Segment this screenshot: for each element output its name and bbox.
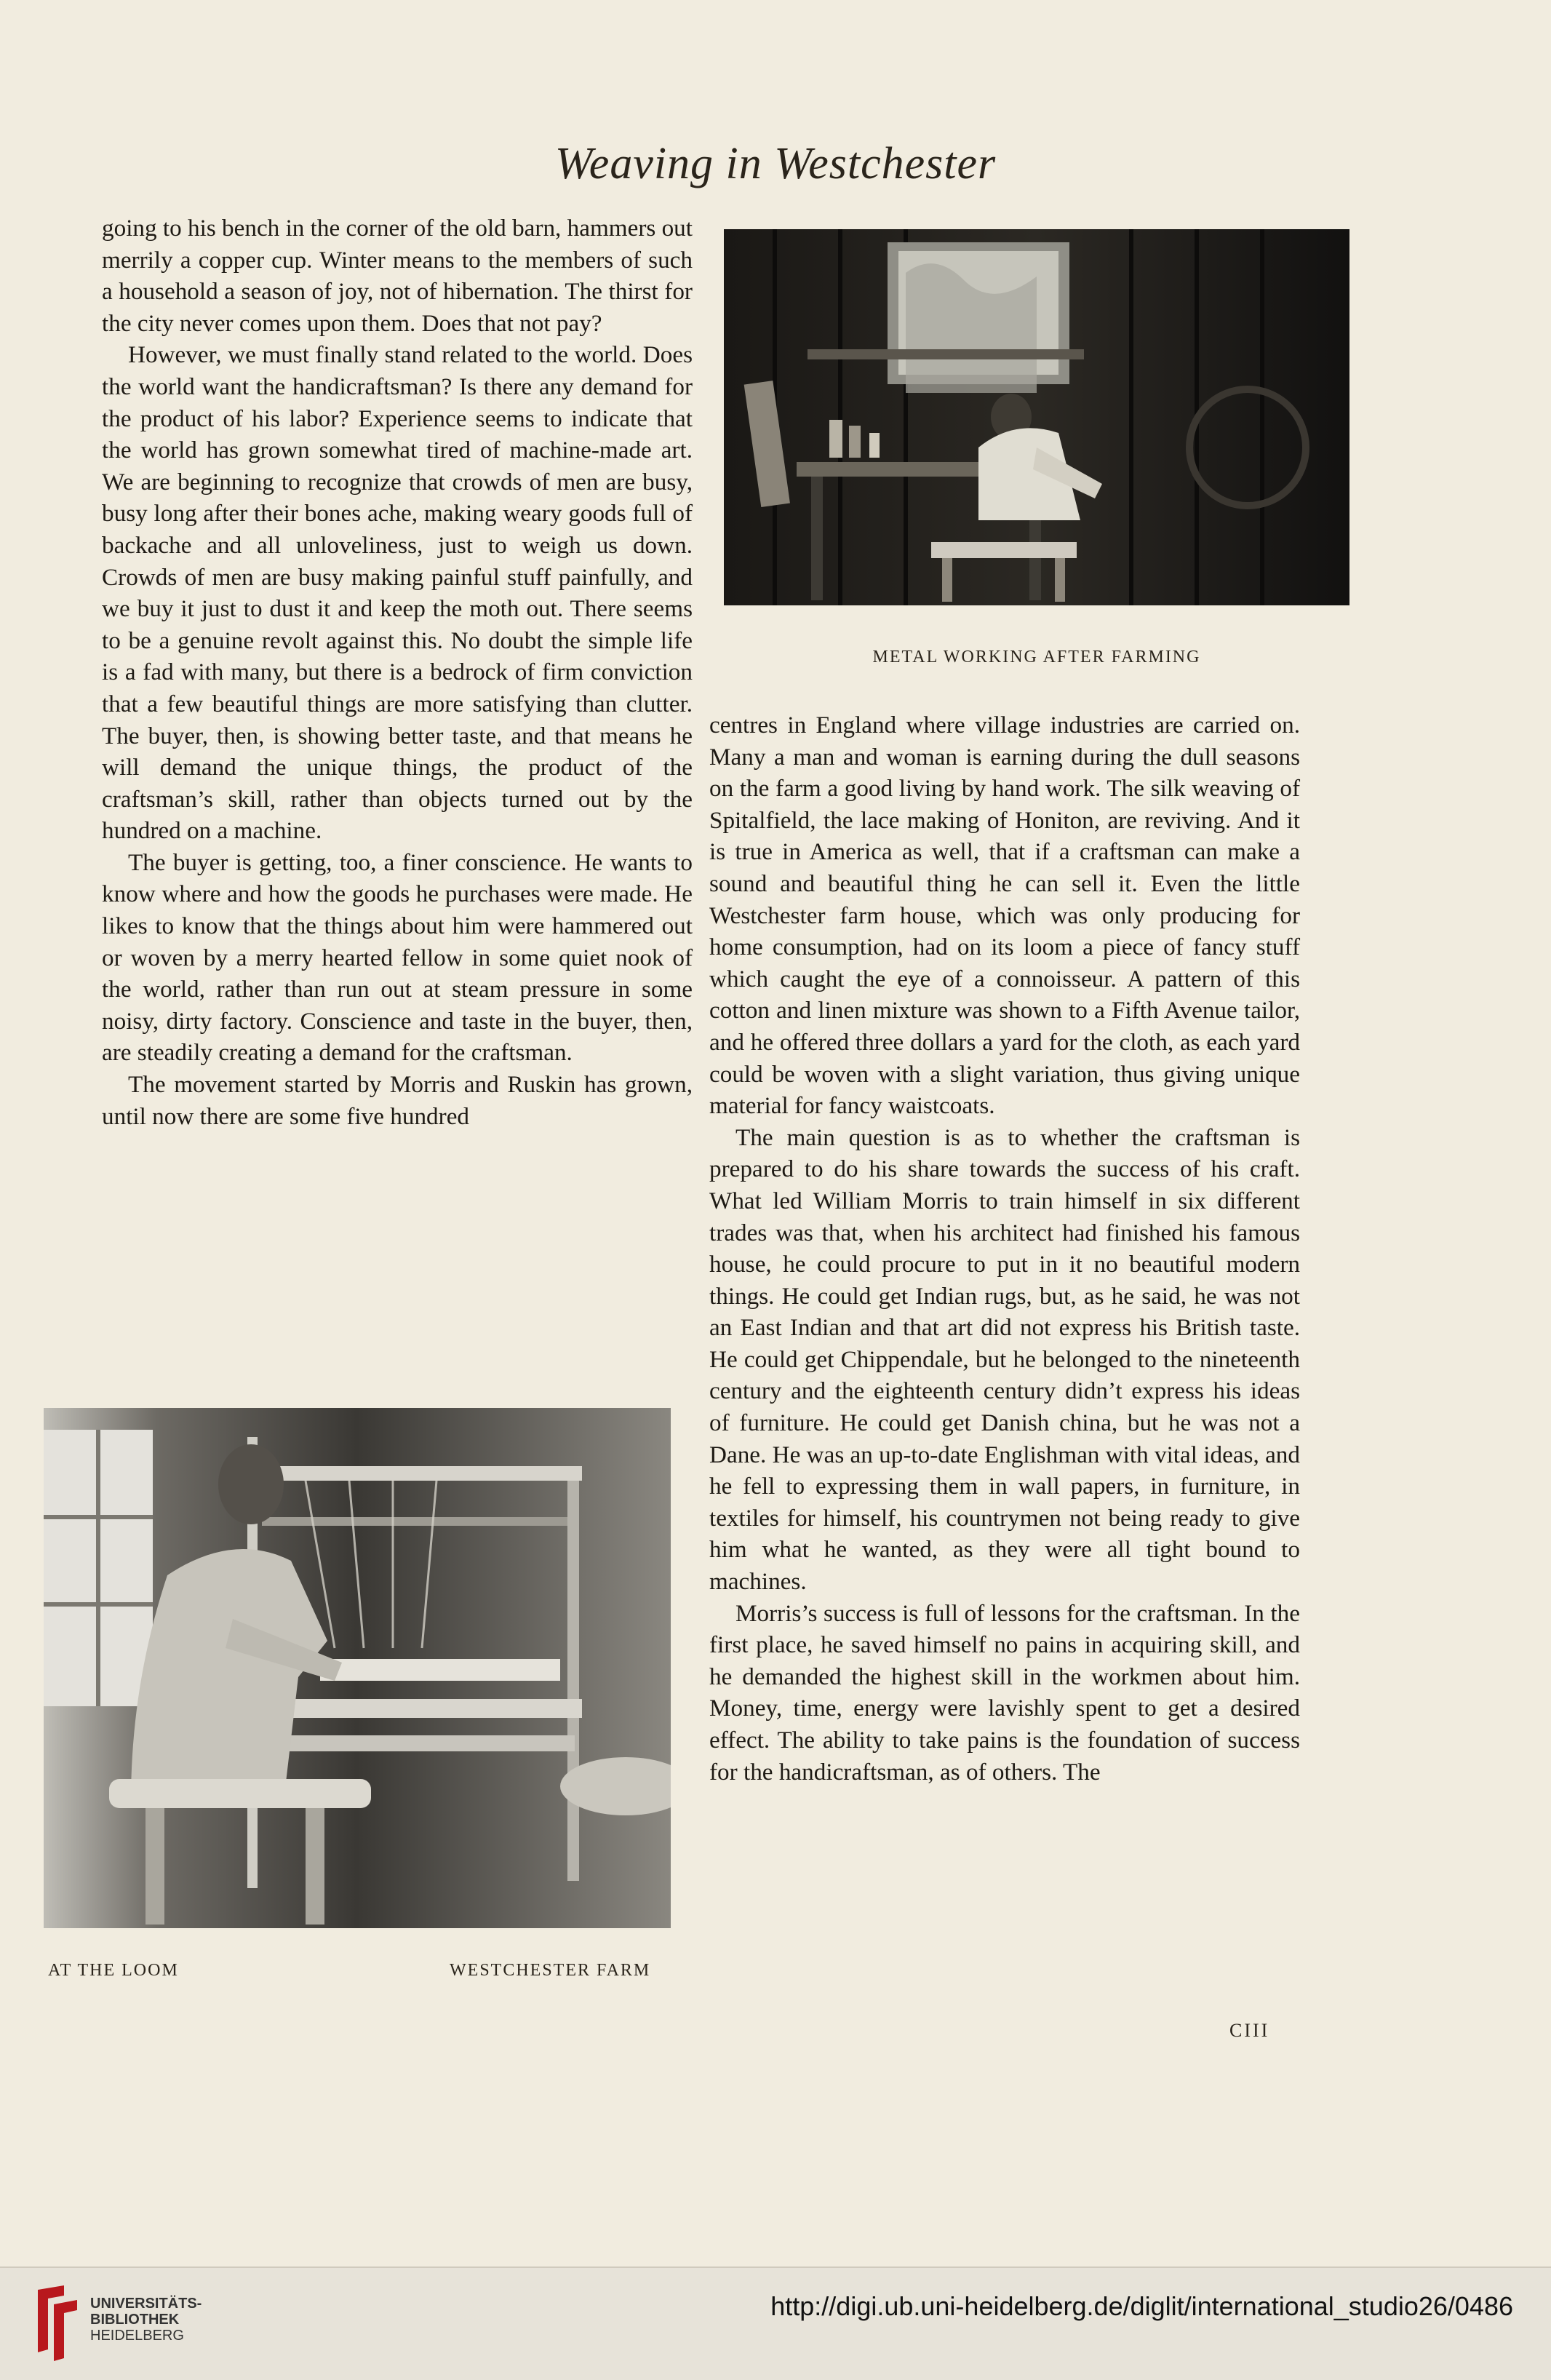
- paragraph: going to his bench in the corner of the old barn, hammers out merrily a copper cup. Winter means to the members of such a household a season of joy, not of hibernation. The thirst for the city never comes upon them. Does that not pay?: [102, 215, 693, 337]
- running-title: Weaving in Westchester: [554, 139, 997, 188]
- right-text-column: [709, 709, 1300, 1788]
- metal-working-photo: [724, 229, 1349, 605]
- paragraph: Morris’s success is full of lessons for the craftsman. In the first place, he saved himself no pains in acquiring skill, and he demanded the highest skill in the workmen about him. Money, time, energy were lavishly spent to get a desired effect. The ability to take pains is the foundation of success for the handicraftsman, as of others. The: [709, 1599, 1300, 1786]
- page-number: CIII: [1229, 2020, 1270, 2041]
- paragraph: centres in England where village industries are carried on. Many a man and woman is earning during the dull seasons on the farm a good living by hand work. The silk weaving of Spitalfield, the lace making of Honiton, are reviving. And it is true in America as well, that if a craftsman can make a sound and beautiful thing he can sell it. Even the little Westchester farm house, which was only producing for home consumption, had on its loom a piece of fancy stuff which caught the eye of a connoisseur. A pattern of this cotton and linen mixture was shown to a Fifth Avenue tailor, and he offered three dollars a yard for the cloth, as each yard could be woven with a slight variation, thus giving unique material for fancy waistcoats.: [709, 712, 1300, 1120]
- institution-line: UNIVERSITÄTS-: [90, 2296, 202, 2312]
- at-the-loom-caption: AT THE LOOM: [48, 1961, 179, 1980]
- paragraph: However, we must finally stand related to the world. Does the world want the handicraftsman? Is there any demand for the product of his labor? Experience seems to indicate that the world has grown somewhat tired of machine-made art. We are beginning to recognize that crowds of men are busy, busy long after their bones ache, making weary goods full of backache and all unloveliness, just to weigh us down. Crowds of men are busy making painful stuff painfully, and we buy it just to dust it and keep the moth out. There seems to be a genuine revolt against this. No doubt the simple life is a fad with many, but there is a bedrock of firm conviction that a few beautiful things are more satisfying than clutter. The buyer, then, is showing better taste, and that means he will demand the unique things, the product of the craftsman’s skill, rather than objects turned out by the hundred on a machine.: [102, 341, 693, 845]
- left-text-column: [102, 212, 693, 1132]
- institution-line: HEIDELBERG: [90, 2328, 184, 2344]
- library-footer: [0, 2266, 1551, 2380]
- institution-line: BIBLIOTHEK: [90, 2312, 180, 2328]
- paragraph: The movement started by Morris and Ruskin has grown, until now there are some five hundred: [102, 1071, 693, 1130]
- paragraph: The main question is as to whether the craftsman is prepared to do his share towards the success of his craft. What led William Morris to train himself in six different trades was that, when his architect had finished his famous house, he could procure to put in it no beautiful modern things. He could get Indian rugs, but, as he said, he was not an East Indian and that art did not express his British taste. He could get Chippendale, but he belonged to the nineteenth century and the eighteenth century didn’t express his ideas of furniture. He could get Danish china, but he was not a Dane. He was an up-to-date Englishman with vital ideas, and he fell to expressing them in wall papers, in furniture, in textiles for himself, his countrymen not being ready to give him what he wanted, as they were all tight bound to machines.: [709, 1123, 1300, 1596]
- paragraph: The buyer is getting, too, a finer conscience. He wants to know where and how the goods he purchases were made. He likes to know that the things about him were hammered out or woven by a merry hearted fellow in some quiet nook of the world, rather than run out at steam pressure in some noisy, dirty factory. Conscience and taste in the buyer, then, are steadily creating a demand for the craftsman.: [102, 848, 693, 1067]
- at-the-loom-photo: [44, 1408, 671, 1928]
- westchester-farm-caption: WESTCHESTER FARM: [450, 1961, 651, 1980]
- library-logo-icon: [32, 2283, 84, 2364]
- metal-working-caption: METAL WORKING AFTER FARMING: [872, 648, 1201, 666]
- institution-name: [90, 2296, 202, 2344]
- permalink-url[interactable]: http://digi.ub.uni-heidelberg.de/diglit/international_studio26/0486: [770, 2291, 1513, 2321]
